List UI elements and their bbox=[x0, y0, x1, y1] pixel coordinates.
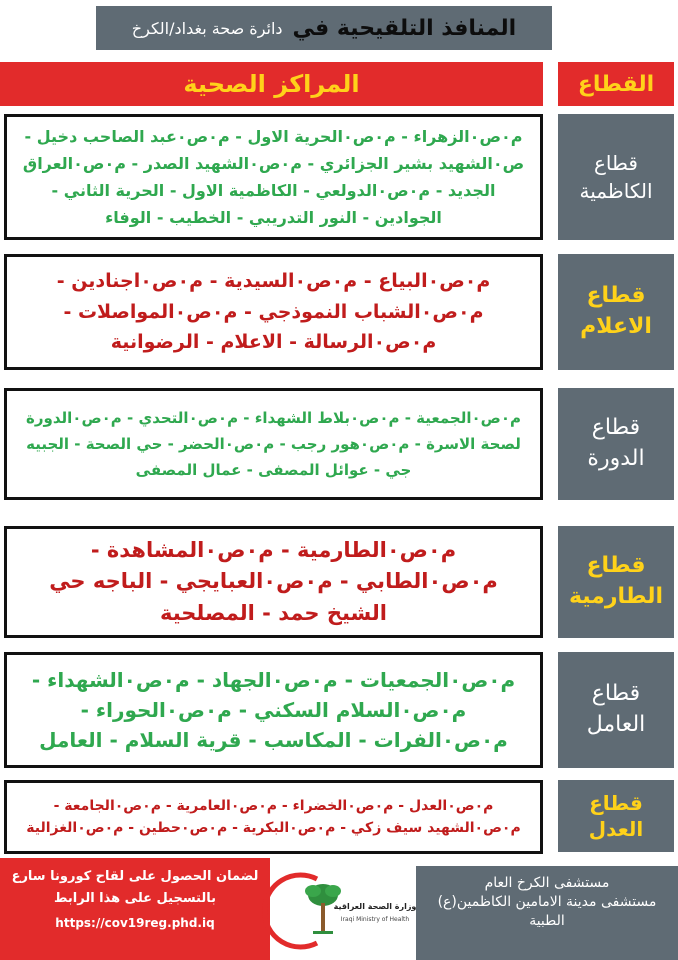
sector-label-amil: قطاع العامل bbox=[558, 652, 674, 768]
centers-list-alam: م٠ص٠البياع - م٠ص٠السيدية - م٠ص٠اجنادين - م٠ص٠الشباب النموذجي - م٠ص٠المواصلات - م٠ص٠الرسالة - الاعلام - الرضوانية bbox=[4, 254, 543, 370]
sector-label-alam: قطاع الاعلام bbox=[558, 254, 674, 370]
registration-line-1: لضمان الحصول على لقاح كورونا سارع bbox=[11, 869, 259, 884]
page-title: المنافذ التلقيحية في bbox=[292, 15, 517, 41]
sector-label-kadhimiya: قطاع الكاظمية bbox=[558, 114, 674, 240]
centers-list-tarmiya: م٠ص٠الطارمية - م٠ص٠المشاهدة - م٠ص٠الطابي - م٠ص٠العبايجي - الباجه حي الشيخ حمد - المصلحية bbox=[4, 526, 543, 638]
registration-line-2: بالتسجيل على هذا الرابط bbox=[53, 891, 217, 907]
page-subtitle: دائرة صحة بغداد/الكرخ bbox=[131, 18, 283, 38]
svg-text:Iraqi Ministry of Health: Iraqi Ministry of Health bbox=[340, 916, 410, 923]
ministry-of-health-logo bbox=[278, 858, 417, 960]
hospital-info bbox=[416, 866, 678, 960]
centers-list-adl: م٠ص٠العدل - م٠ص٠الخضراء - م٠ص٠العامرية - م٠ص٠الجامعة - م٠ص٠الشهيد سيف زكي - م٠ص٠البكرية - م٠ص٠حطين - م٠ص٠الغزالية bbox=[4, 780, 543, 854]
centers-list-doura: م٠ص٠الجمعية - م٠ص٠بلاط الشهداء - م٠ص٠التحدي - م٠ص٠الدورة لصحة الاسرة - م٠ص٠هور رجب - م٠ص٠الحضر - حي الصحة - الجبيه جي - عوائل المصفى - عمال المصفى bbox=[4, 388, 543, 500]
sector-column-header: القطاع bbox=[558, 62, 674, 106]
hospital-line-1: مستشفى الكرخ العام bbox=[484, 875, 610, 891]
sector-label-tarmiya: قطاع الطارمية bbox=[558, 526, 674, 638]
svg-text:وزارة الصحة العراقية: وزارة الصحة العراقية bbox=[333, 902, 417, 911]
centers-list-kadhimiya: م٠ص٠الزهراء - م٠ص٠الحرية الاول - م٠ص٠عبد الصاحب دخيل - ص٠الشهيد بشير الجزائري - م٠ص٠الشهيد الصدر - م٠ص٠العراق الجديد - م٠ص٠الدولعي - الكاظمية الاول - الحرية الثاني - الجوادين - النور التدريبي - الخطيب - الوفاء bbox=[4, 114, 543, 240]
ministry-logo-icon bbox=[283, 861, 417, 957]
sector-label-doura: قطاع الدورة bbox=[558, 388, 674, 500]
centers-list-amil: م٠ص٠الجمعيات - م٠ص٠الجهاد - م٠ص٠الشهداء - م٠ص٠السلام السكني - م٠ص٠الحوراء - م٠ص٠الفرات - المكاسب - قرية السلام - العامل bbox=[4, 652, 543, 768]
centers-column-header: المراكز الصحية bbox=[0, 62, 543, 106]
registration-link[interactable]: https://cov19reg.phd.iq bbox=[55, 916, 215, 931]
sector-label-adl: قطاع العدل bbox=[558, 780, 674, 852]
registration-banner bbox=[0, 858, 270, 960]
hospital-line-2: مستشفى مدينة الامامين الكاظمين(ع) bbox=[437, 893, 657, 910]
page-title-bar bbox=[96, 6, 552, 50]
hospital-line-3: الطبية bbox=[529, 912, 565, 929]
